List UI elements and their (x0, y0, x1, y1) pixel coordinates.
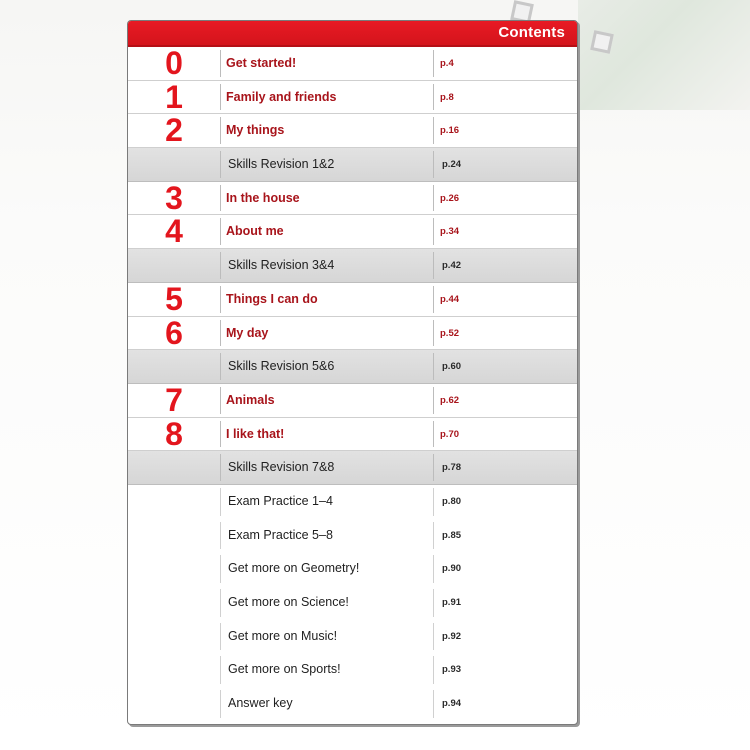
column-divider (433, 84, 434, 111)
column-divider (220, 286, 221, 313)
contents-row-14[interactable] (128, 519, 577, 553)
contents-row-4[interactable] (128, 179, 577, 216)
row-title: Skills Revision 7&8 (228, 460, 335, 475)
row-title: Skills Revision 3&4 (228, 258, 335, 273)
contents-row-8[interactable] (128, 314, 577, 351)
unit-number: 0 (165, 45, 183, 81)
unit-number: 4 (165, 213, 183, 250)
square-decoration (590, 30, 614, 54)
unit-number: 5 (165, 280, 183, 317)
column-divider (433, 218, 434, 245)
column-divider (220, 117, 221, 144)
page-number: p.34 (440, 226, 460, 238)
row-title: Things I can do (226, 291, 318, 306)
contents-row-1[interactable] (128, 78, 577, 115)
row-title: Family and friends (226, 89, 337, 104)
column-divider (220, 555, 221, 583)
column-divider (220, 690, 221, 718)
column-divider (433, 353, 434, 380)
row-title: Get started! (226, 56, 297, 70)
column-divider (433, 320, 434, 347)
page-number: p.91 (442, 597, 462, 608)
page-number: p.85 (442, 529, 462, 541)
column-divider (220, 454, 221, 481)
column-divider (220, 623, 221, 651)
column-divider (220, 320, 221, 347)
row-title: Skills Revision 5&6 (228, 359, 335, 374)
column-divider (220, 656, 221, 684)
column-divider (433, 421, 434, 448)
page-number: p.93 (442, 664, 462, 676)
row-title: In the house (226, 190, 300, 205)
row-title: Answer key (228, 696, 293, 711)
column-divider (220, 488, 221, 516)
contents-row-5[interactable] (128, 215, 577, 249)
column-divider (220, 589, 221, 617)
page-number: p.60 (442, 361, 462, 373)
column-divider (433, 387, 434, 414)
column-divider (433, 252, 434, 279)
column-divider (433, 454, 434, 481)
contents-list (128, 47, 577, 721)
contents-row-2[interactable] (128, 114, 577, 148)
unit-number: 8 (165, 415, 183, 452)
column-divider (220, 252, 221, 279)
page-number: p.4 (440, 58, 454, 69)
page-number: p.94 (442, 698, 462, 710)
column-divider (433, 117, 434, 144)
contents-row-15[interactable] (128, 552, 577, 586)
unit-number: 6 (165, 314, 183, 351)
page-number: p.16 (440, 125, 460, 137)
page-number: p.26 (440, 192, 460, 204)
unit-number: 3 (165, 179, 183, 216)
column-divider (220, 387, 221, 414)
page-number: p.90 (442, 563, 462, 575)
column-divider (220, 84, 221, 111)
contents-panel (127, 20, 578, 725)
contents-row-7[interactable] (128, 280, 577, 317)
contents-row-19[interactable] (128, 687, 577, 721)
contents-title: Contents (498, 24, 565, 41)
column-divider (220, 522, 221, 550)
contents-row-16[interactable] (128, 586, 577, 620)
page-number: p.44 (440, 293, 460, 305)
contents-row-13[interactable] (128, 485, 577, 519)
corner-decoration (578, 0, 750, 110)
contents-row-6[interactable] (128, 249, 577, 283)
unit-number: 1 (165, 78, 183, 115)
contents-row-9[interactable] (128, 350, 577, 384)
unit-number: 2 (165, 112, 183, 149)
column-divider (433, 555, 434, 583)
page-number: p.8 (440, 91, 454, 103)
page-number: p.42 (442, 260, 462, 272)
contents-row-17[interactable] (128, 620, 577, 654)
contents-row-11[interactable] (128, 415, 577, 452)
column-divider (433, 488, 434, 516)
row-title: My things (226, 123, 285, 138)
contents-row-3[interactable] (128, 148, 577, 182)
page-number: p.62 (440, 394, 460, 406)
column-divider (433, 50, 434, 77)
row-title: Exam Practice 1–4 (228, 493, 333, 508)
page-number: p.24 (442, 159, 462, 171)
page-number: p.92 (442, 630, 462, 642)
contents-header (128, 21, 577, 47)
row-title: I like that! (226, 426, 285, 441)
contents-row-0[interactable] (128, 47, 577, 81)
unit-number: 7 (165, 381, 183, 418)
column-divider (220, 218, 221, 245)
column-divider (433, 690, 434, 718)
row-title: Animals (226, 392, 275, 407)
column-divider (433, 286, 434, 313)
row-title: Get more on Music! (228, 628, 338, 643)
row-title: Exam Practice 5–8 (228, 527, 333, 542)
page-number: p.80 (442, 495, 462, 507)
page-number: p.70 (440, 428, 460, 440)
contents-row-12[interactable] (128, 451, 577, 485)
contents-row-10[interactable] (128, 381, 577, 418)
column-divider (433, 656, 434, 684)
column-divider (220, 50, 221, 77)
row-title: My day (226, 325, 269, 340)
row-title: Get more on Sports! (228, 662, 341, 677)
row-title: About me (226, 224, 284, 239)
row-title: Get more on Geometry! (228, 561, 360, 576)
row-title: Get more on Science! (228, 595, 349, 609)
column-divider (220, 185, 221, 212)
column-divider (433, 151, 434, 178)
page-number: p.78 (442, 462, 462, 474)
page-number: p.52 (440, 327, 460, 339)
row-title: Skills Revision 1&2 (228, 157, 335, 172)
column-divider (220, 421, 221, 448)
column-divider (220, 151, 221, 178)
column-divider (220, 353, 221, 380)
column-divider (433, 522, 434, 550)
column-divider (433, 623, 434, 651)
column-divider (433, 589, 434, 617)
column-divider (433, 185, 434, 212)
contents-row-18[interactable] (128, 653, 577, 687)
